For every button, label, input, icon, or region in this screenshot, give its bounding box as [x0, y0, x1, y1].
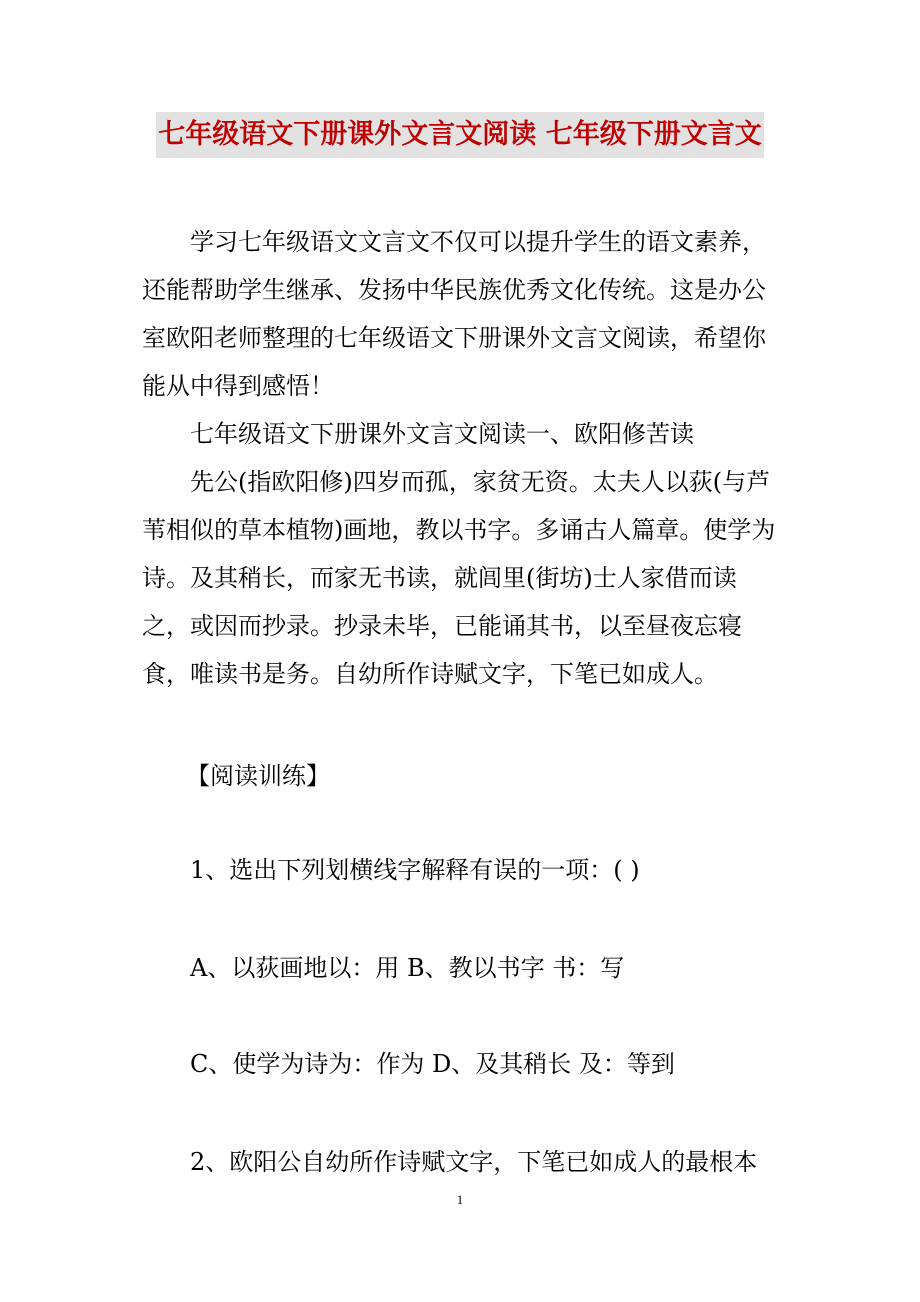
question-2: 2、欧阳公自幼所作诗赋文字，下笔已如成人的最根本: [190, 1148, 758, 1176]
exercise-heading: 【阅读训练】: [186, 762, 330, 790]
section-heading: 七年级语文下册课外文言文阅读一、欧阳修苦读: [190, 420, 694, 448]
options-c-d: C、使学为诗为：作为 D、及其稍长 及：等到: [190, 1050, 675, 1078]
passage-paragraph: 先公(指欧阳修)四岁而孤，家贫无资。太夫人以荻(与芦苇相似的草本植物)画地，教以书字。多诵古人篇章。使学为诗。及其稍长，而家无书读，就闾里(街坊)士人家借而读之，或因而抄录。抄录未毕，已能诵其书，以至昼夜忘寝食，唯读书是务。自幼所作诗赋文字，下笔已如成人。: [142, 468, 776, 688]
passage-text: [142, 458, 784, 698]
options-a-b: A、以荻画地以：用 B、教以书字 书：写: [190, 954, 625, 982]
intro-text: [142, 218, 784, 458]
question-1: 1、选出下列划横线字解释有误的一项：( ): [190, 856, 640, 884]
page-number: 1: [456, 1192, 464, 1207]
page-title: [0, 112, 920, 158]
intro-paragraph: 学习七年级语文文言文不仅可以提升学生的语文素养，还能帮助学生继承、发扬中华民族优秀文化传统。这是办公室欧阳老师整理的七年级语文下册课外文言文阅读，希望你能从中得到感悟！: [142, 228, 766, 400]
title-text: 七年级语文下册课外文言文阅读 七年级下册文言文: [156, 112, 763, 158]
